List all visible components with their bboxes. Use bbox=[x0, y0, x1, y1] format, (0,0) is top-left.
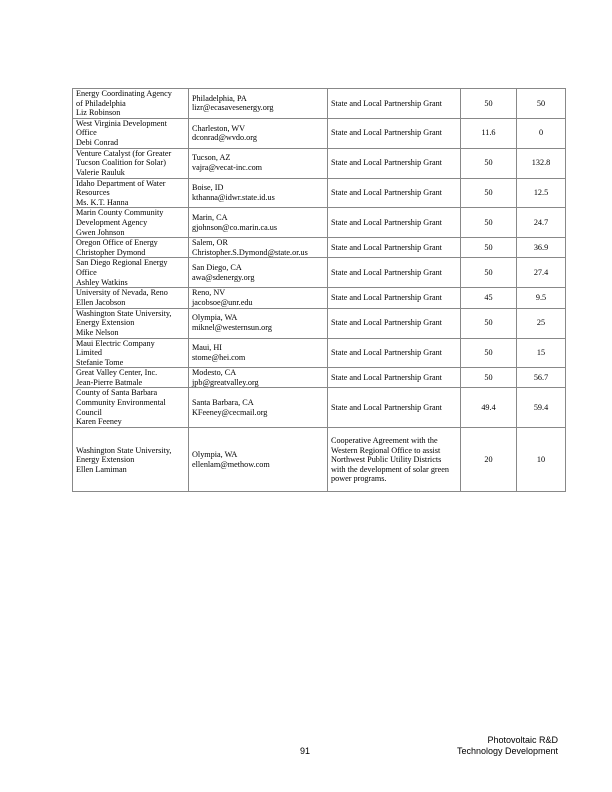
organization-line: Washington State University, bbox=[76, 445, 172, 455]
email: lizr@ecasavesenergy.org bbox=[192, 103, 274, 113]
value-1-cell: 49.4 bbox=[461, 388, 517, 428]
organization-line: Energy Extension bbox=[76, 455, 135, 465]
contact-cell bbox=[189, 258, 328, 288]
email: Christopher.S.Dymond@state.or.us bbox=[192, 247, 308, 257]
award-type-cell: State and Local Partnership Grant bbox=[328, 89, 461, 119]
organization-line: Resources bbox=[76, 188, 110, 198]
organization-cell bbox=[73, 208, 189, 238]
location: Reno, NV bbox=[192, 288, 226, 298]
value-1-cell: 20 bbox=[461, 428, 517, 492]
location: Santa Barbara, CA bbox=[192, 398, 254, 408]
page-number: 91 bbox=[300, 746, 311, 756]
organization-line: Valerie Rauluk bbox=[76, 167, 125, 177]
location: Charleston, WV bbox=[192, 123, 246, 133]
email: jacobsoe@unr.edu bbox=[192, 297, 253, 307]
organization-cell bbox=[73, 308, 189, 338]
organization-line: Jean-Pierre Batmale bbox=[76, 377, 143, 387]
email: gjohnson@co.marin.ca.us bbox=[192, 222, 278, 232]
value-2-cell: 36.9 bbox=[517, 238, 566, 258]
footer-line-1: Photovoltaic R&D bbox=[487, 735, 558, 745]
award-type-cell: State and Local Partnership Grant bbox=[328, 308, 461, 338]
table-row bbox=[73, 238, 566, 258]
location: Maui, HI bbox=[192, 343, 223, 353]
location: Salem, OR bbox=[192, 238, 228, 248]
organization-line: of Philadelphia bbox=[76, 98, 126, 108]
organization-line: Mike Nelson bbox=[76, 327, 119, 337]
organization-line: Energy Extension bbox=[76, 318, 135, 328]
value-1-cell: 50 bbox=[461, 148, 517, 178]
contact-cell bbox=[189, 338, 328, 368]
email: KFeeney@cecmail.org bbox=[192, 407, 268, 417]
organization-line: Christopher Dymond bbox=[76, 247, 146, 257]
organization-line: Ellen Lamiman bbox=[76, 464, 127, 474]
value-2-cell: 27.4 bbox=[517, 258, 566, 288]
award-type-cell: State and Local Partnership Grant bbox=[328, 178, 461, 208]
contact-cell bbox=[189, 388, 328, 428]
table-row bbox=[73, 368, 566, 388]
value-1-cell: 50 bbox=[461, 308, 517, 338]
contact-cell bbox=[189, 208, 328, 238]
contact-cell bbox=[189, 178, 328, 208]
table-row bbox=[73, 388, 566, 428]
value-2-cell: 56.7 bbox=[517, 368, 566, 388]
organization-cell bbox=[73, 178, 189, 208]
organization-line: Oregon Office of Energy bbox=[76, 238, 158, 248]
table-row bbox=[73, 258, 566, 288]
award-type-cell: State and Local Partnership Grant bbox=[328, 118, 461, 148]
value-2-cell: 132.8 bbox=[517, 148, 566, 178]
value-2-cell: 25 bbox=[517, 308, 566, 338]
award-type-cell: State and Local Partnership Grant bbox=[328, 388, 461, 428]
award-type-cell: State and Local Partnership Grant bbox=[328, 208, 461, 238]
organization-line: County of Santa Barbara bbox=[76, 388, 158, 398]
location: Boise, ID bbox=[192, 183, 224, 193]
table-row bbox=[73, 148, 566, 178]
value-1-cell: 50 bbox=[461, 368, 517, 388]
organization-line: Community Environmental bbox=[76, 398, 166, 408]
email: awa@sdenergy.org bbox=[192, 272, 255, 282]
organization-line: Council bbox=[76, 407, 102, 417]
award-type-cell: State and Local Partnership Grant bbox=[328, 338, 461, 368]
table-row bbox=[73, 428, 566, 492]
organization-line: Karen Feeney bbox=[76, 417, 122, 427]
value-1-cell: 45 bbox=[461, 288, 517, 308]
organization-cell bbox=[73, 338, 189, 368]
value-2-cell: 9.5 bbox=[517, 288, 566, 308]
email: dconrad@wvdo.org bbox=[192, 133, 257, 143]
organization-cell bbox=[73, 238, 189, 258]
award-type-cell: State and Local Partnership Grant bbox=[328, 258, 461, 288]
organization-line: Office bbox=[76, 267, 97, 277]
organization-line: Idaho Department of Water bbox=[76, 178, 166, 188]
organization-cell bbox=[73, 288, 189, 308]
contact-cell bbox=[189, 288, 328, 308]
organization-line: Energy Coordinating Agency bbox=[76, 89, 172, 98]
organization-line: Gwen Johnson bbox=[76, 227, 125, 237]
footer-line-2: Technology Development bbox=[456, 746, 558, 756]
contact-cell bbox=[189, 118, 328, 148]
contact-cell bbox=[189, 368, 328, 388]
organization-line: Washington State University, bbox=[76, 308, 172, 318]
organization-cell bbox=[73, 368, 189, 388]
email: miknel@westernsun.org bbox=[192, 323, 272, 332]
value-1-cell: 50 bbox=[461, 89, 517, 119]
email: kthanna@idwr.state.id.us bbox=[192, 192, 275, 202]
award-type-cell: State and Local Partnership Grant bbox=[328, 238, 461, 258]
value-1-cell: 50 bbox=[461, 208, 517, 238]
location: San Diego, CA bbox=[192, 263, 242, 273]
value-2-cell: 10 bbox=[517, 428, 566, 492]
contact-cell bbox=[189, 148, 328, 178]
organization-cell bbox=[73, 118, 189, 148]
email: ellenlam@methow.com bbox=[192, 459, 270, 469]
table-row bbox=[73, 288, 566, 308]
organization-line: Liz Robinson bbox=[76, 108, 121, 118]
footer-section-title bbox=[457, 735, 558, 757]
location: Olympia, WA bbox=[192, 450, 238, 460]
value-1-cell: 50 bbox=[461, 258, 517, 288]
email: stome@hei.com bbox=[192, 352, 246, 362]
organization-line: Tucson Coalition for Solar) bbox=[76, 158, 166, 168]
award-type-cell: State and Local Partnership Grant bbox=[328, 368, 461, 388]
value-1-cell: 50 bbox=[461, 238, 517, 258]
partners-table bbox=[72, 88, 566, 492]
organization-line: Ashley Watkins bbox=[76, 277, 128, 287]
value-1-cell: 50 bbox=[461, 338, 517, 368]
email: vajra@vecat-inc.com bbox=[192, 163, 263, 173]
table-row bbox=[73, 208, 566, 238]
contact-cell bbox=[189, 89, 328, 119]
table-row bbox=[73, 308, 566, 338]
value-2-cell: 15 bbox=[517, 338, 566, 368]
location: Philadelphia, PA bbox=[192, 93, 247, 103]
organization-line: San Diego Regional Energy bbox=[76, 258, 168, 268]
award-type-cell: State and Local Partnership Grant bbox=[328, 148, 461, 178]
organization-cell bbox=[73, 89, 189, 119]
organization-cell bbox=[73, 258, 189, 288]
organization-cell bbox=[73, 148, 189, 178]
value-2-cell: 50 bbox=[517, 89, 566, 119]
location: Olympia, WA bbox=[192, 313, 238, 323]
table-row bbox=[73, 338, 566, 368]
organization-cell bbox=[73, 428, 189, 492]
contact-cell bbox=[189, 428, 328, 492]
organization-line: Venture Catalyst (for Greater bbox=[76, 148, 172, 158]
value-1-cell: 50 bbox=[461, 178, 517, 208]
organization-line: Stefanie Tome bbox=[76, 357, 124, 367]
table-row bbox=[73, 118, 566, 148]
organization-cell bbox=[73, 388, 189, 428]
organization-line: Great Valley Center, Inc. bbox=[76, 368, 158, 378]
value-2-cell: 24.7 bbox=[517, 208, 566, 238]
organization-line: Development Agency bbox=[76, 217, 148, 227]
value-2-cell: 12.5 bbox=[517, 178, 566, 208]
organization-line: Office bbox=[76, 128, 97, 138]
organization-line: Marin County Community bbox=[76, 208, 164, 218]
location: Tucson, AZ bbox=[192, 153, 231, 163]
table-row bbox=[73, 178, 566, 208]
value-2-cell: 59.4 bbox=[517, 388, 566, 428]
organization-line: Limited bbox=[76, 348, 102, 358]
table-row bbox=[73, 89, 566, 119]
award-type-cell: Cooperative Agreement with the Western Regional Office to assist Northwest Public Utility Districts with the development of solar green power programs. bbox=[328, 428, 461, 492]
location: Modesto, CA bbox=[192, 368, 237, 378]
organization-line: West Virginia Development bbox=[76, 118, 167, 128]
contact-cell bbox=[189, 238, 328, 258]
award-type-cell: State and Local Partnership Grant bbox=[328, 288, 461, 308]
contact-cell bbox=[189, 308, 328, 338]
organization-line: University of Nevada, Reno bbox=[76, 288, 168, 298]
organization-line: Ms. K.T. Hanna bbox=[76, 197, 129, 207]
location: Marin, CA bbox=[192, 213, 228, 223]
email: jpb@greatvalley.org bbox=[192, 377, 259, 387]
value-2-cell: 0 bbox=[517, 118, 566, 148]
organization-line: Ellen Jacobson bbox=[76, 297, 126, 307]
organization-line: Maui Electric Company bbox=[76, 338, 155, 348]
organization-line: Debi Conrad bbox=[76, 137, 119, 147]
value-1-cell: 11.6 bbox=[461, 118, 517, 148]
